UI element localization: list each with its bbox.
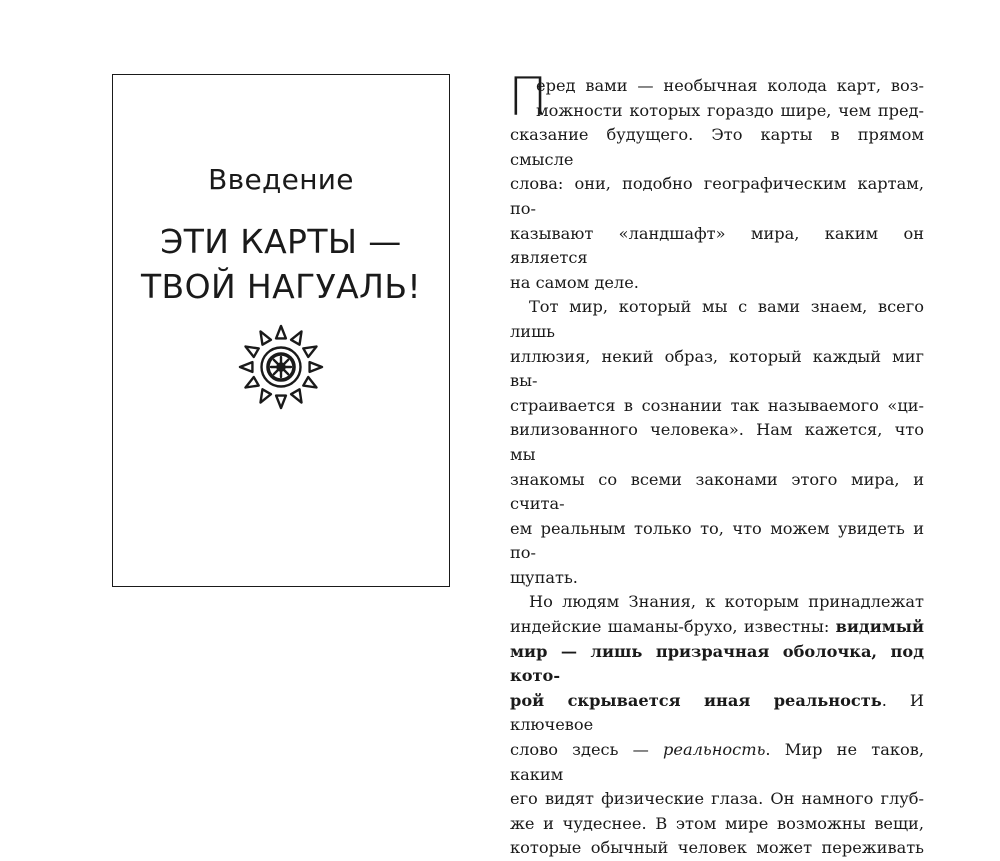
text-line: Тот мир, который мы с вами знаем, всего лишь: [510, 297, 924, 341]
text-line: можности которых гораздо шире, чем пред-: [536, 100, 924, 120]
text-run: слово здесь —: [510, 740, 664, 760]
book-cover-frame: [112, 74, 450, 587]
paragraph-1: [508, 67, 924, 295]
text-line: [510, 615, 924, 640]
bold-text-line: мир — лишь призрачная оболочка, под кото-: [510, 641, 924, 686]
text-line: сказание будущего. Это карты в прямом смысле: [510, 125, 924, 169]
text-line: же и чудеснее. В этом мире возможны вещи,: [510, 813, 924, 833]
article-text: [508, 67, 924, 861]
chapter-title: [113, 219, 449, 309]
text-line: щупать.: [510, 567, 578, 587]
text-line: слова: они, подобно географическим картам, по-: [510, 174, 924, 218]
chapter-title-line-2: ТВОЙ НАГУАЛЬ!: [140, 267, 422, 306]
bold-text-run: видимый: [835, 617, 924, 637]
chapter-title-line-1: ЭТИ КАРТЫ —: [160, 222, 402, 261]
text-run: . Мир не таков, каким: [510, 740, 924, 784]
text-line: знакомы со всеми законами этого мира, и счита-: [510, 469, 924, 514]
text-run: . И ключевое: [510, 690, 924, 735]
text-run: индейские шаманы-брухо, известны:: [510, 617, 836, 637]
drop-cap: П: [508, 67, 548, 128]
text-line: ем реальным только то, что можем увидеть и по-: [510, 518, 924, 563]
text-line: [510, 738, 924, 787]
text-line: на самом деле.: [510, 272, 639, 292]
text-line: вилизованного человека». Нам кажется, что мы: [510, 420, 924, 464]
text-line: которые обычный человек может переживать: [510, 838, 924, 858]
bold-text-run: рой скрывается иная реальность: [510, 690, 882, 710]
text-line: [510, 689, 924, 738]
paragraph-2: [510, 295, 924, 590]
text-line: Но людям Знания, к которым принадлежат: [529, 592, 924, 612]
text-line: казывают «ландшафт» мира, каким он является: [510, 223, 924, 268]
text-line: его видят физические глаза. Он намного глуб-: [510, 789, 924, 809]
paragraph-3: [510, 590, 924, 861]
text-line: иллюзия, некий образ, который каждый миг вы-: [510, 346, 924, 391]
chapter-label: Введение: [208, 163, 354, 196]
sun-emblem-icon: [238, 324, 324, 410]
text-line: страивается в сознании так называемого «ци-: [510, 395, 924, 415]
italic-text-run: реальность: [663, 740, 766, 760]
text-line: еред вами — необычная колода карт, воз-: [536, 76, 924, 95]
